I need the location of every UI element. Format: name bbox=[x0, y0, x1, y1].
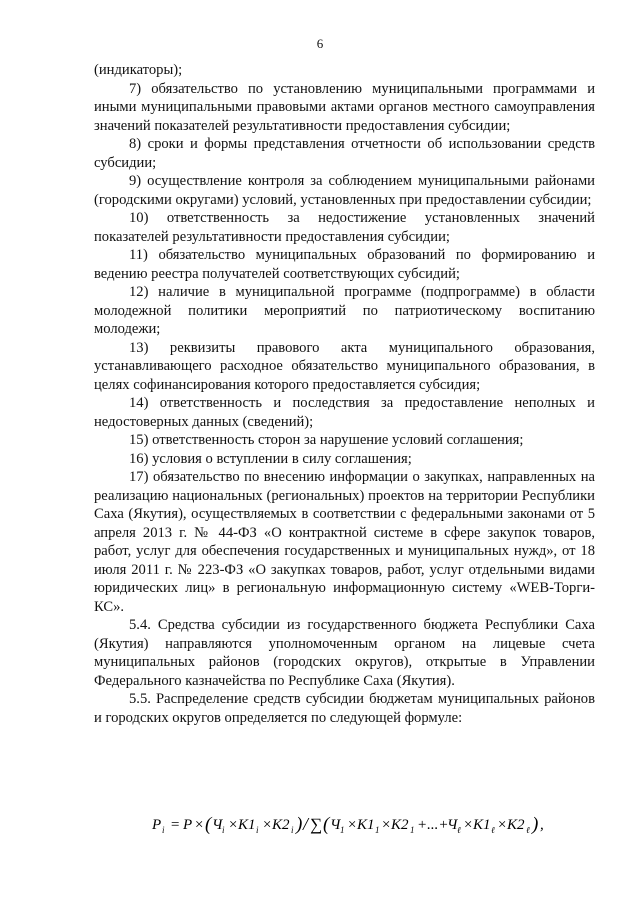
formula-p: P bbox=[152, 817, 162, 833]
formula-k2: K2 bbox=[272, 817, 290, 833]
page-number: 6 bbox=[316, 36, 324, 51]
formula-times: × bbox=[497, 817, 508, 833]
paragraph-section-5-5: 5.5. Распределение средств субсидии бюджетам муниципальных районов и городских округов определяется по следующей формуле: bbox=[94, 691, 595, 726]
formula-times: × bbox=[262, 817, 273, 833]
distribution-formula bbox=[150, 809, 570, 839]
paragraph-item-12: 12) наличие в муниципальной программе (подпрограмме) в области молодежной политики мероприятий по патриотическому воспитанию молодежи; bbox=[94, 284, 595, 337]
formula-times: × bbox=[463, 817, 474, 833]
paragraph-item-17: 17) обязательство по внесению информации о закупках, направленных на реализацию национальных (региональных) проектов на территории Республики Саха (Якутия), осуществляемых в соответствии с федеральными законами от 5 апреля 2013 г. № 44-ФЗ «О контрактной системе в сфере закупок товаров, работ, услуг для обеспечения государственных и муниципальных нужд», от 18 июля 2011 г. № 223-ФЗ «О закупках товаров, работ, услуг отдельными видами юридических лиц» в региональную информационную систему «WEB-Торги-КС». bbox=[94, 469, 595, 615]
formula-k1: K1 bbox=[357, 817, 375, 833]
formula-sigma: ∑ bbox=[310, 815, 323, 834]
formula-comma: , bbox=[540, 817, 544, 833]
formula-times: × bbox=[347, 817, 358, 833]
formula-k1: K1 bbox=[473, 817, 491, 833]
paragraph-item-16: 16) условия о вступлении в силу соглашения; bbox=[129, 450, 412, 467]
formula-sub-i: i bbox=[291, 825, 294, 835]
paragraph-item-7: 7) обязательство по установлению муниципальными программами и иными муниципальными правовыми актами органов местного самоуправления значений показателей результативности предоставления субсидии; bbox=[94, 80, 595, 134]
paragraph-section-5-4: 5.4. Средства субсидии из государственного бюджета Республики Саха (Якутия) направляются уполномоченным органом на лицевые счета муниципальных районов (городских округов), открытые в Управлении Федерального казначейства по Республике Саха (Якутия). bbox=[94, 617, 595, 689]
document-body bbox=[94, 61, 595, 727]
formula-k1: K1 bbox=[238, 817, 256, 833]
formula-sub-l: ℓ bbox=[526, 825, 530, 835]
formula-slash: / bbox=[303, 814, 309, 834]
paragraph-item-15: 15) ответственность сторон за нарушение условий соглашения; bbox=[129, 432, 524, 448]
formula-sub-i: i bbox=[222, 825, 225, 835]
formula-rparen: ) bbox=[532, 814, 539, 835]
formula-sub-1: 1 bbox=[340, 825, 345, 835]
formula-times: × bbox=[194, 817, 205, 833]
formula-sub-1: 1 bbox=[375, 825, 380, 835]
formula-sub-l: ℓ bbox=[457, 825, 461, 835]
paragraph-item-13: 13) реквизиты правового акта муниципального образования, устанавливающего расходное обязательство муниципального образования, в целях софинансирования которого предоставляется субсидия; bbox=[94, 339, 595, 393]
formula-rparen: ) bbox=[296, 814, 303, 835]
formula-lparen: ( bbox=[205, 814, 212, 835]
paragraph-item-10: 10) ответственность за недостижение установленных значений показателей результативности предоставления субсидии; bbox=[94, 210, 595, 245]
paragraph-item-8: 8) сроки и формы представления отчетности об использовании средств субсидии; bbox=[94, 136, 595, 171]
formula-equals: = bbox=[170, 817, 181, 833]
paragraph-item-14: 14) ответственность и последствия за предоставление неполных и недостоверных данных (сведений); bbox=[94, 395, 595, 430]
formula-p-total: P bbox=[183, 817, 193, 833]
formula-sub-i: i bbox=[256, 825, 259, 835]
formula-times: × bbox=[381, 817, 392, 833]
paragraph-item-11: 11) обязательство муниципальных образований по формированию и ведению реестра получателей соответствующих субсидий; bbox=[94, 247, 595, 282]
formula-lparen: ( bbox=[323, 814, 330, 835]
formula-k2: K2 bbox=[507, 817, 525, 833]
formula-ch: Ч bbox=[330, 817, 341, 833]
paragraph-item-9: 9) осуществление контроля за соблюдением муниципальными районами (городскими округами) условий, установленных при предоставлении субсидии; bbox=[94, 173, 595, 208]
formula-k2: K2 bbox=[391, 817, 409, 833]
formula-plus-dots: +...+ bbox=[417, 817, 449, 833]
formula-sub-1: 1 bbox=[410, 825, 415, 835]
formula-ch: Ч bbox=[447, 817, 458, 833]
paragraph-indicators: (индикаторы); bbox=[94, 62, 183, 78]
formula-times: × bbox=[228, 817, 239, 833]
formula-sub-l: ℓ bbox=[491, 825, 495, 835]
formula-ch: Ч bbox=[212, 817, 223, 833]
formula-sub-i: i bbox=[162, 825, 165, 835]
